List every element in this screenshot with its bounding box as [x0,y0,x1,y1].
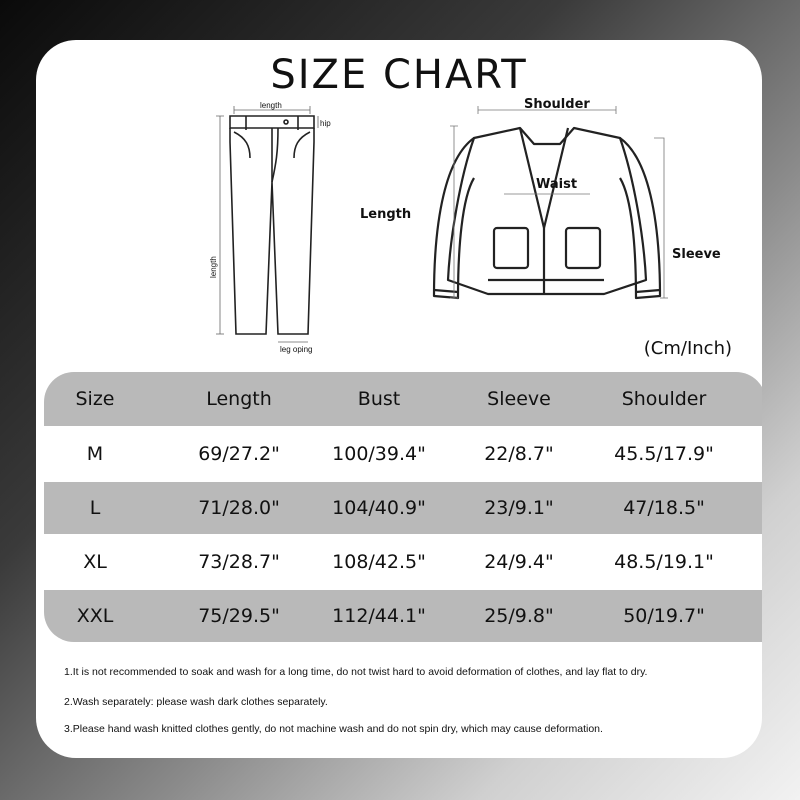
pants-diagram [206,102,356,358]
page-title: SIZE CHART [270,52,528,98]
pants-leg-opening-label: leg oping [280,345,313,354]
jacket-length-label: Length [360,207,412,222]
bust-cell: 108/42.5" [332,551,426,573]
length-cell: 75/29.5" [198,605,280,627]
table-header-row [44,372,762,426]
jacket-waist-label: Waist [536,177,578,192]
header-sleeve: Sleeve [487,388,551,410]
pants-hip-label: hip [320,119,331,128]
size-table [44,372,762,642]
sleeve-cell: 24/9.4" [484,551,554,573]
shoulder-cell: 47/18.5" [623,497,705,519]
size-chart-card [36,40,762,758]
header-size: Size [75,388,115,410]
care-note-1: 1.It is not recommended to soak and wash for a long time, do not twist hard to avoid deformation of clothes, and lay flat to dry. [64,666,648,678]
header-shoulder: Shoulder [621,388,707,410]
sleeve-cell: 22/8.7" [484,443,554,465]
care-note-2: 2.Wash separately: please wash dark clothes separately. [64,696,328,708]
jacket-diagram [354,98,734,318]
size-cell: L [89,497,101,519]
length-cell: 71/28.0" [198,497,280,519]
table-row [44,428,762,480]
table-row [44,590,762,642]
shoulder-cell: 45.5/17.9" [614,443,714,465]
table-row [44,482,762,534]
pants-length-label: length [260,102,282,110]
shoulder-cell: 50/19.7" [623,605,705,627]
header-bust: Bust [357,388,401,410]
bust-cell: 100/39.4" [332,443,426,465]
shoulder-cell: 48.5/19.1" [614,551,714,573]
size-cell: XXL [76,605,114,627]
bust-cell: 104/40.9" [332,497,426,519]
jacket-shoulder-label: Shoulder [524,98,590,112]
header-length: Length [206,388,272,410]
length-cell: 69/27.2" [198,443,280,465]
length-cell: 73/28.7" [198,551,280,573]
unit-note: (Cm/Inch) [643,338,732,359]
bust-cell: 112/44.1" [332,605,426,627]
pants-side-length-label: length [209,256,218,278]
care-note-3: 3.Please hand wash knitted clothes gently, do not machine wash and do not spin dry, which may cause deformation. [64,723,603,735]
sleeve-cell: 25/9.8" [484,605,554,627]
sleeve-cell: 23/9.1" [484,497,554,519]
size-cell: XL [83,551,107,573]
size-cell: M [86,443,104,465]
table-row [44,536,762,588]
jacket-sleeve-label: Sleeve [672,247,721,262]
